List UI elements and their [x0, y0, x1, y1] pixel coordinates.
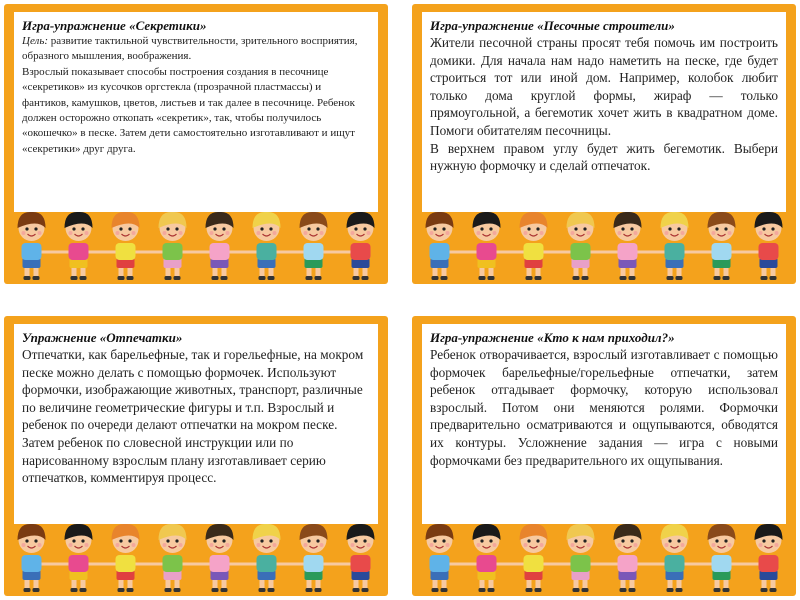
- card-title: Игра-упражнение «Секретики»: [22, 18, 207, 33]
- child-figure: [661, 524, 689, 592]
- child-figure: [755, 524, 783, 592]
- child-figure: [253, 524, 281, 592]
- child-figure: [473, 212, 501, 280]
- card-text-area: [422, 12, 786, 212]
- child-figure: [426, 212, 454, 280]
- card-text-area: [422, 324, 786, 524]
- card-imprints: [4, 316, 388, 596]
- card-body-2: В верхнем правом углу будет жить бегемотик. Выбери нужную формочку и сделай отпечаток.: [430, 140, 778, 174]
- card-who-came: [412, 316, 796, 596]
- child-figure: [206, 212, 234, 280]
- child-figure: [112, 524, 140, 592]
- child-figure: [567, 524, 595, 592]
- card-body: Взрослый показывает способы построения создания в песочнице «секретиков» из кусочков оргстекла (прозрачной пластмассы) и фантиков, камушков, цветов, листьев и так далее в песочнице. Ребенок должен осторожно откопать «секретик», так, чтобы получилось «окошечко» в песке. Затем дети самостоятельно изготавливают и ищут «секретики» друг друга.: [22, 65, 355, 155]
- card-text-area: [14, 324, 378, 524]
- child-figure: [567, 212, 595, 280]
- child-figure: [300, 212, 328, 280]
- child-figure: [708, 524, 736, 592]
- card-body: Жители песочной страны просят тебя помочь им построить домики. Для начала нам надо наметить на песке, где будет строиться тот или иной дом. Например, колобок любит только дома круглой формы, жираф — только прямоугольной, а бегемотик хочет жить в квадратном доме. Помоги обитателям песочницы.: [430, 35, 778, 138]
- children-illustration: [8, 208, 384, 280]
- card-goal: [22, 34, 370, 65]
- card-secretiki: [4, 4, 388, 284]
- child-figure: [300, 524, 328, 592]
- child-figure: [426, 524, 454, 592]
- child-figure: [206, 524, 234, 592]
- child-figure: [708, 212, 736, 280]
- card-sand-builders: [412, 4, 796, 284]
- child-figure: [661, 212, 689, 280]
- child-figure: [614, 524, 642, 592]
- child-figure: [347, 212, 375, 280]
- child-figure: [473, 524, 501, 592]
- goal-text: развитие тактильной чувствительности, зрительного восприятия, образного мышления, воображения.: [22, 35, 358, 63]
- child-figure: [755, 212, 783, 280]
- card-title: Упражнение «Отпечатки»: [22, 330, 183, 345]
- child-figure: [18, 524, 46, 592]
- child-figure: [520, 524, 548, 592]
- child-figure: [65, 524, 93, 592]
- card-title: Игра-упражнение «Песочные строители»: [430, 18, 675, 33]
- child-figure: [112, 212, 140, 280]
- card-text-area: [14, 12, 378, 212]
- card-body: Ребенок отворачивается, взрослый изготавливает с помощью формочек барельефные/горельефные отпечатки, затем ребенок отгадывает формочку, которую использовал взрослый. Потом они меняются ролями. Формочки предварительно осматриваются и ощупываются, обводятся их контуры. Усложнение задания — игра с новыми формочками без предварительного их ощупывания.: [430, 347, 778, 468]
- child-figure: [520, 212, 548, 280]
- child-figure: [18, 212, 46, 280]
- child-figure: [347, 524, 375, 592]
- child-figure: [159, 212, 187, 280]
- card-title: Игра-упражнение «Кто к нам приходил?»: [430, 330, 675, 345]
- card-body: Отпечатки, как барельефные, так и горельефные, на мокром песке можно делать с помощью формочек. Используют формочки, изображающие животных, транспорт, различные по величине геометрические фигуры и т.п. Взрослый и ребенок по очереди делают отпечатки на мокром песке. Затем ребенок по словесной инструкции или по нарисованному взрослым плану изготавливает серию отпечатков, комментируя процесс.: [22, 347, 364, 486]
- children-illustration: [8, 520, 384, 592]
- child-figure: [65, 212, 93, 280]
- child-figure: [159, 524, 187, 592]
- child-figure: [253, 212, 281, 280]
- goal-label: Цель:: [22, 35, 49, 47]
- children-illustration: [416, 520, 792, 592]
- child-figure: [614, 212, 642, 280]
- children-illustration: [416, 208, 792, 280]
